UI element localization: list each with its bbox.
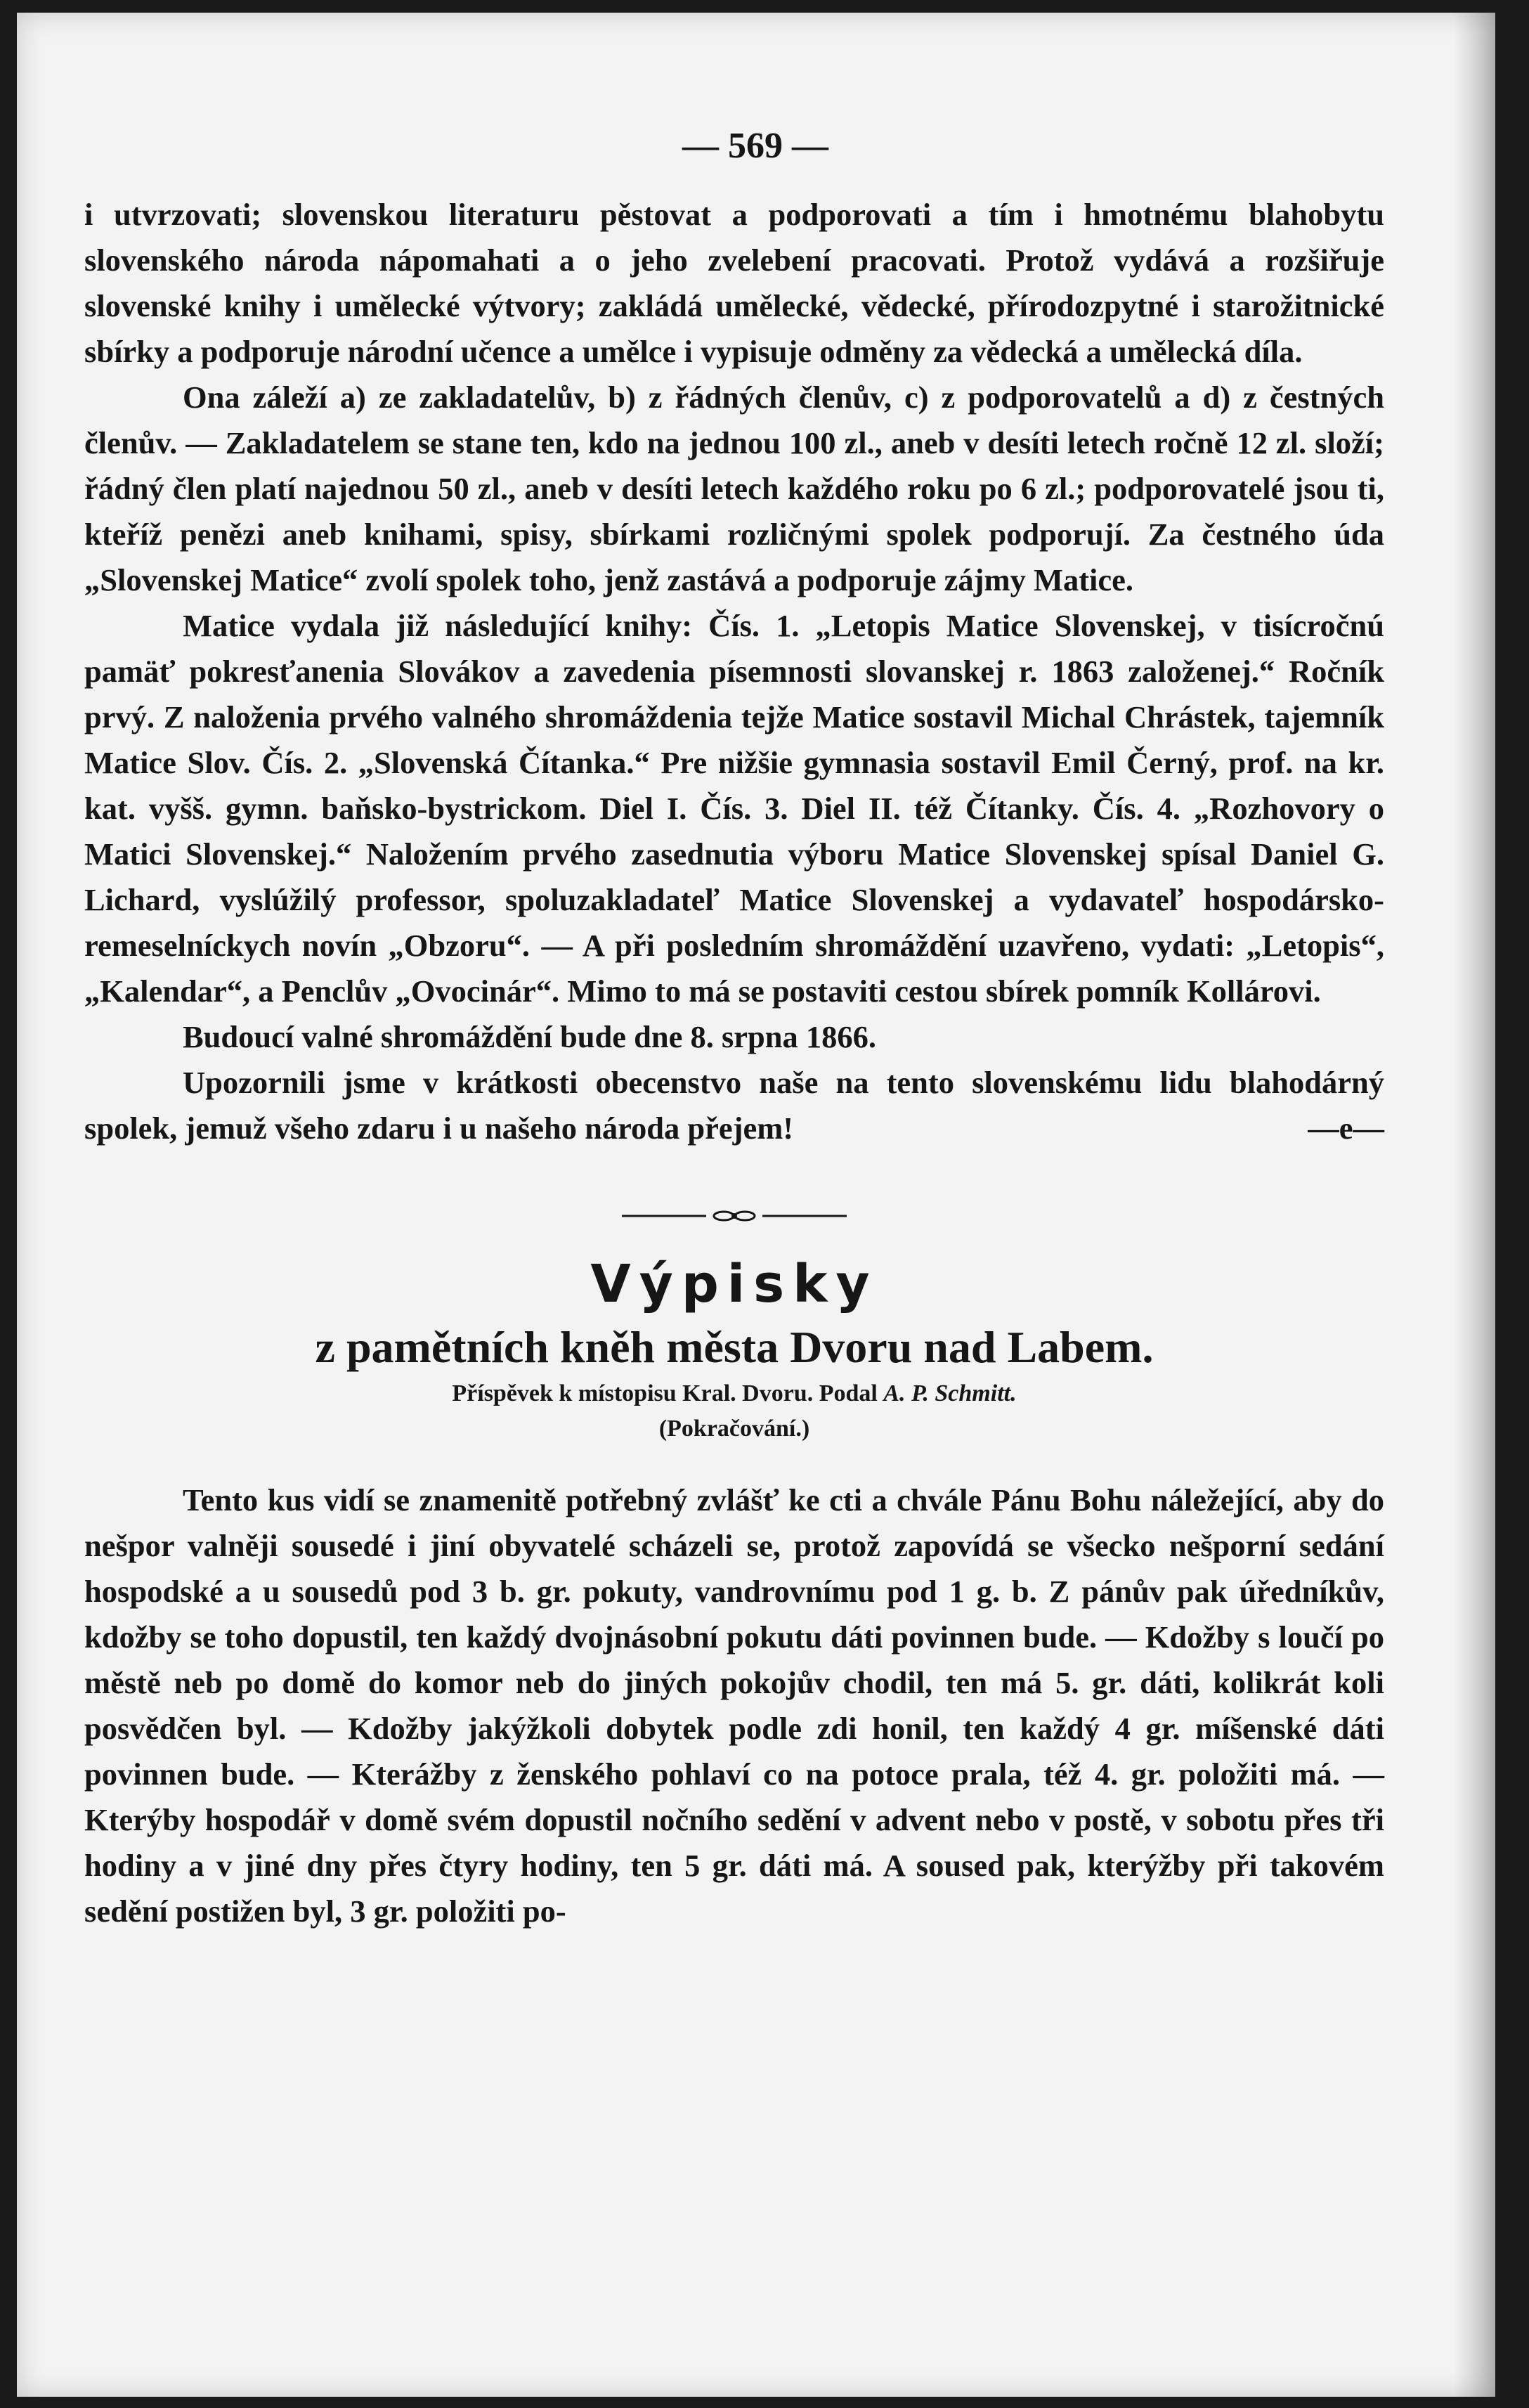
article-paragraph: Tento kus vidí se znamenitě potřebný zvlášť ke cti a chvále Pánu Bohu náležející, aby do nešpor valněji sousedé i jiní obyvatelé scházeli se, protož zapovídá se všecko nešporní sedání hospodské a u sousedů pod 3 b. gr. pokuty, vandrovnímu pod 1 g. b. Z pánův pak úředníkův, kdožby se toho dopustil, ten každý dvojnásobní pokutu dáti povinnen bude. — Kdožby s loučí po městě neb po domě do komor neb do jiných pokojův chodil, ten má 5. gr. dáti, kolikrát koli posvědčen byl. — Kdožby jakýžkoli dobytek podle zdi honil, ten každý 4 gr. míšenské dáti povinnen bude. — Kterážby z ženského pohlaví co na potoce prala, též 4. gr. položiti má. — Kterýby hospodář v domě svém dopustil nočního sedění v advent nebo v postě, v sobotu přes tři hodiny a v jiné dny přes čtyry hodiny, ten 5 gr. dáti má. A soused pak, kterýžby při takovém sedění postižen byl, 3 gr. položiti po- xyxy=(84,1482,1384,1929)
paragraph-5 xyxy=(84,1060,1384,1151)
paragraph-5-text: Upozornili jsme v krátkosti obecenstvo naše na tento slovenskému lidu blahodárný spolek, jemuž všeho zdaru i u našeho národa přejem! xyxy=(84,1065,1384,1146)
article-byline xyxy=(84,1380,1384,1407)
paragraph-3: Matice vydala již následující knihy: Čís. 1. „Letopis Matice Slovenskej, v tisícročnú pamäť pokresťanenia Slovákov a zavedenia písemnosti slovanskej r. 1863 založenej.“ Ročník prvý. Z naloženia prvého valného shromáždenia tejže Matice sostavil Michal Chrástek, tajemník Matice Slov. Čís. 2. „Slovenská Čítanka.“ Pre nižšie gymnasia sostavil Emil Černý, prof. na kr. kat. vyšš. gymn. baňsko-bystrickom. Diel I. Čís. 3. Diel II. též Čítanky. Čís. 4. „Rozhovory o Matici Slovenskej.“ Naložením prvého zasednutia výboru Matice Slovenskej spísal Daniel G. Lichard, vyslúžilý professor, spoluzakladateľ Matice Slovenskej a vydavateľ hospodársko-remeselníckych novín „Obzoru“. — A při posledním shromáždění uzavřeno, vydati: „Letopis“, „Kalendar“, a Penclův „Ovocinár“. Mimo to má se postaviti cestou sbírek pomník Kollárovi. xyxy=(84,608,1384,1009)
section-divider-ornament xyxy=(622,1209,847,1223)
paragraph-2: Ona záleží a) ze zakladatelův, b) z řádných členův, c) z podporovatelů a d) z čestných členův. — Zakladatelem se stane ten, kdo na jednou 100 zl., aneb v desíti letech ročně 12 zl. složí; řádný člen platí najednou 50 zl., aneb v desíti letech každého roku po 6 zl.; podporovatelé jsou ti, kteříž penězi aneb knihami, spisy, sbírkami rozličnými spolek podporují. Za čestného úda „Slovenskej Matice“ zvolí spolek toho, jenž zastává a podporuje zájmy Matice. xyxy=(84,380,1384,597)
ornament-icon xyxy=(622,1209,847,1223)
byline-author: A. P. Schmitt. xyxy=(883,1380,1017,1406)
article-title: Výpisky xyxy=(590,1254,878,1314)
paragraph-1: i utvrzovati; slovenskou literaturu pěstovat a podporovati a tím i hmotnému blahobytu slovenského národa nápomahati a o jeho zvelebení pracovati. Protož vydává a rozšiřuje slovenské knihy i umělecké výtvory; zakládá umělecké, vědecké, přírodozpytné i starožitnické sbírky a podporuje národní učence a umělce i vypisuje odměny za vědecká a umělecká díla. xyxy=(84,197,1384,369)
book-page xyxy=(17,13,1495,2397)
continuation-note: (Pokračování.) xyxy=(658,1416,810,1442)
article-subtitle: z pamětních kněh města Dvoru nad Labem. xyxy=(315,1322,1154,1372)
page-content xyxy=(84,125,1384,1934)
page-number: — 569 — xyxy=(682,126,828,166)
paragraph-4: Budoucí valné shromáždění bude dne 8. srpna 1866. xyxy=(183,1019,877,1054)
byline-prefix: Příspěvek k místopisu Kral. Dvoru. Podal xyxy=(452,1380,878,1406)
signature: —e— xyxy=(1308,1111,1384,1146)
